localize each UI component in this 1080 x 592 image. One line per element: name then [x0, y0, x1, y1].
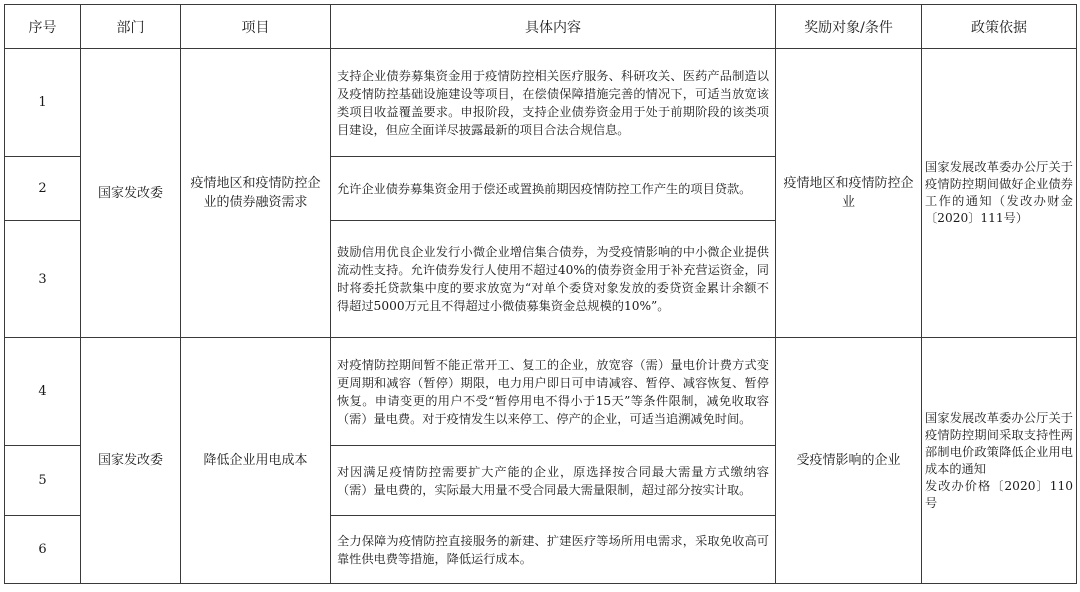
department-cell: 国家发改委 — [81, 338, 181, 584]
content-cell: 对因满足疫情防控需要扩大产能的企业，原选择按合同最大需量方式缴纳容（需）量电费的，实际最大用量不受合同最大需量限制，超过部分按实计取。 — [331, 446, 776, 516]
project-cell: 疫情地区和疫情防控企业的债券融资需求 — [181, 49, 331, 338]
department-cell: 国家发改委 — [81, 49, 181, 338]
content-cell: 允许企业债券募集资金用于偿还或置换前期因疫情防控工作产生的项目贷款。 — [331, 157, 776, 221]
content-cell: 鼓励信用优良企业发行小微企业增信集合债券，为受疫情影响的中小微企业提供流动性支持。允许债券发行人使用不超过40%的债券资金用于补充营运资金，同时将委托贷款集中度的要求放宽为“对单个委贷对象发放的委贷资金累计余额不得超过5000万元且不得超过小微债募集资金总规模的10%”。 — [331, 221, 776, 338]
content-cell: 支持企业债券募集资金用于疫情防控相关医疗服务、科研攻关、医药产品制造以及疫情防控基础设施建设等项目，在偿债保障措施完善的情况下，可适当放宽该类项目收益覆盖要求。申报阶段，支持企业债券资金用于处于前期阶段的该类项目建设，但应全面详尽披露最新的项目合法合规信息。 — [331, 49, 776, 157]
project-cell: 降低企业用电成本 — [181, 338, 331, 584]
policy-table-container — [4, 4, 1076, 588]
row-number: 5 — [5, 446, 81, 516]
row-number: 1 — [5, 49, 81, 157]
row-number: 4 — [5, 338, 81, 446]
header-row — [5, 5, 1077, 49]
policy-table — [4, 4, 1077, 584]
row-number: 3 — [5, 221, 81, 338]
target-cell: 疫情地区和疫情防控企业 — [776, 49, 922, 338]
header-target: 奖励对象/条件 — [776, 5, 922, 49]
table-row — [5, 338, 1077, 446]
content-cell: 全力保障为疫情防控直接服务的新建、扩建医疗等场所用电需求，采取免收高可靠性供电费等措施，降低运行成本。 — [331, 516, 776, 584]
target-cell: 受疫情影响的企业 — [776, 338, 922, 584]
header-department: 部门 — [81, 5, 181, 49]
header-basis: 政策依据 — [922, 5, 1077, 49]
basis-cell: 国家发展改革委办公厅关于疫情防控期间采取支持性两部制电价政策降低企业用电成本的通知 发改办价格〔2020〕110号 — [922, 338, 1077, 584]
row-number: 6 — [5, 516, 81, 584]
header-project: 项目 — [181, 5, 331, 49]
header-content: 具体内容 — [331, 5, 776, 49]
header-index: 序号 — [5, 5, 81, 49]
table-row — [5, 49, 1077, 157]
row-number: 2 — [5, 157, 81, 221]
content-cell: 对疫情防控期间暂不能正常开工、复工的企业，放宽容（需）量电价计费方式变更周期和减容（暂停）期限，电力用户即日可申请减容、暂停、减容恢复、暂停恢复。申请变更的用户不受“暂停用电不得小于15天”等条件限制，减免收取容（需）量电费。对于疫情发生以来停工、停产的企业，可适当追溯减免时间。 — [331, 338, 776, 446]
basis-cell: 国家发展改革委办公厅关于疫情防控期间做好企业债券工作的通知（发改办财金〔2020〕111号） — [922, 49, 1077, 338]
